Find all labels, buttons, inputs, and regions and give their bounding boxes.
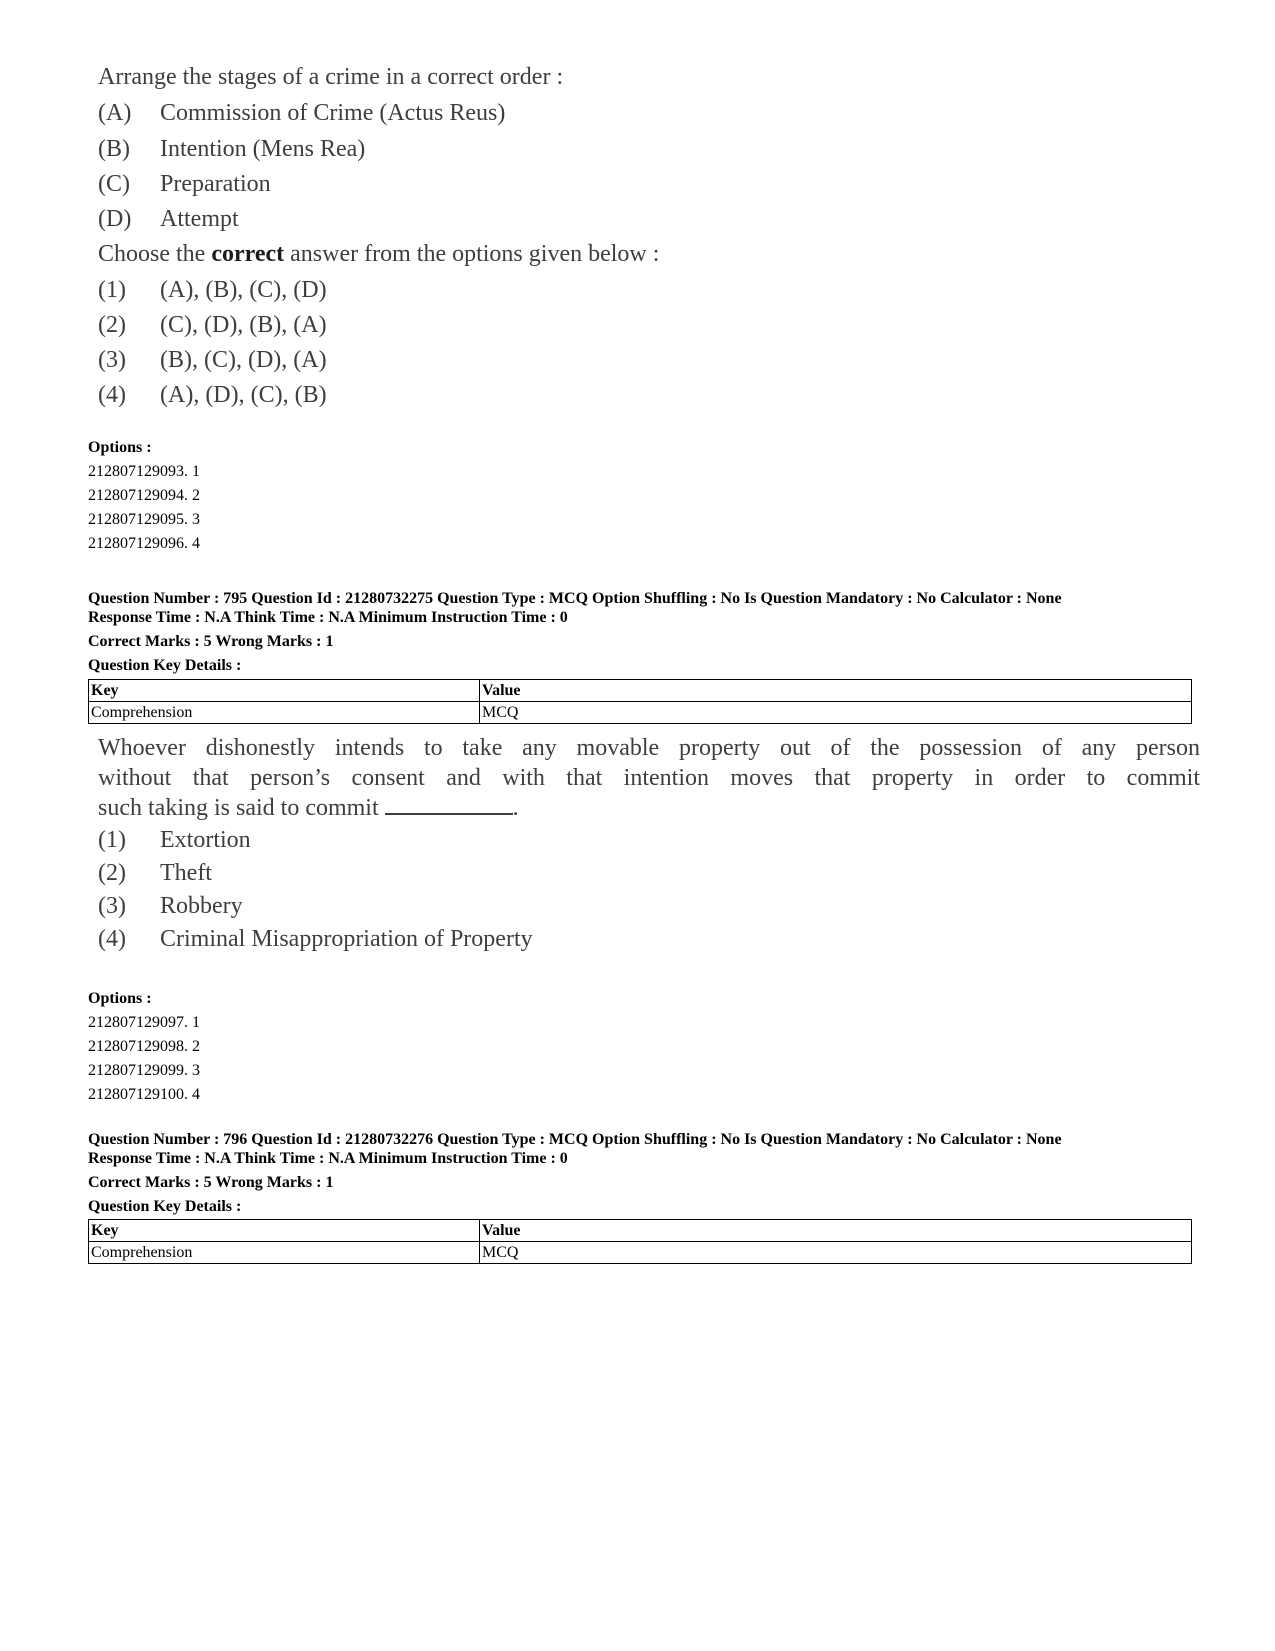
value-cell: MCQ — [480, 1242, 1192, 1264]
item-text: Intention (Mens Rea) — [160, 136, 366, 162]
choose-pre: Choose the — [98, 241, 212, 267]
option-id: 212807129097. 1 — [88, 1014, 200, 1031]
question-header-line2: Response Time : N.A Think Time : N.A Minimum Instruction Time : 0 — [88, 609, 568, 626]
answer-label: (2) — [98, 312, 126, 338]
q794-options-block — [88, 436, 200, 556]
q796-header — [88, 1130, 1062, 1216]
answer-text: Robbery — [160, 893, 243, 919]
value-header: Value — [480, 1220, 1192, 1242]
q794-stem: Arrange the stages of a crime in a correct order : — [98, 64, 564, 90]
option-id: 212807129095. 3 — [88, 511, 200, 528]
options-heading: Options : — [88, 439, 152, 456]
value-header: Value — [480, 680, 1192, 702]
marks-line: Correct Marks : 5 Wrong Marks : 1 — [88, 1174, 334, 1191]
q795-answer — [90, 893, 790, 923]
question-header-line1: Question Number : 796 Question Id : 21280732276 Question Type : MCQ Option Shuffling : No Is Question Mandatory : No Calculator : None — [88, 1131, 1062, 1148]
q795-answer — [90, 827, 790, 857]
option-id: 212807129096. 4 — [88, 535, 200, 552]
question-header-line2: Response Time : N.A Think Time : N.A Minimum Instruction Time : 0 — [88, 1150, 568, 1167]
option-id: 212807129098. 2 — [88, 1038, 200, 1055]
option-id: 212807129099. 3 — [88, 1062, 200, 1079]
key-cell: Comprehension — [89, 1242, 480, 1264]
marks-line: Correct Marks : 5 Wrong Marks : 1 — [88, 633, 334, 650]
q794-answer — [90, 382, 790, 412]
q794-item — [90, 171, 790, 201]
q794-item — [90, 136, 790, 166]
q795-answer — [90, 926, 790, 956]
q795-key-table — [88, 679, 1192, 724]
key-details-heading: Question Key Details : — [88, 657, 242, 674]
item-text: Preparation — [160, 171, 271, 197]
key-cell: Comprehension — [89, 702, 480, 724]
q795-stem-line2: without that person’s consent and with that intention moves that property in order to commit — [98, 765, 1200, 791]
choose-bold: correct — [211, 241, 285, 267]
table-header-row — [89, 1220, 1192, 1242]
key-header: Key — [89, 1220, 480, 1242]
q796-key-table — [88, 1219, 1192, 1264]
q794-choose-instruction — [98, 241, 659, 268]
option-id: 212807129094. 2 — [88, 487, 200, 504]
q795-stem-line1: Whoever dishonestly intends to take any movable property out of the possession of any person — [98, 735, 1200, 761]
q794-answer — [90, 277, 790, 307]
item-label: (C) — [98, 171, 130, 197]
item-text: Attempt — [160, 206, 239, 232]
table-row — [89, 702, 1192, 724]
q794-answer — [90, 312, 790, 342]
item-label: (B) — [98, 136, 130, 162]
question-header-line1: Question Number : 795 Question Id : 21280732275 Question Type : MCQ Option Shuffling : No Is Question Mandatory : No Calculator : None — [88, 590, 1062, 607]
q794-answer — [90, 347, 790, 377]
q795-answer — [90, 860, 790, 890]
answer-label: (2) — [98, 860, 126, 886]
item-label: (D) — [98, 206, 132, 232]
q794-item — [90, 100, 790, 130]
answer-text: (A), (B), (C), (D) — [160, 277, 327, 303]
answer-label: (3) — [98, 347, 126, 373]
table-header-row — [89, 680, 1192, 702]
answer-blank — [385, 795, 513, 815]
answer-text: Theft — [160, 860, 212, 886]
item-label: (A) — [98, 100, 132, 126]
item-text: Commission of Crime (Actus Reus) — [160, 100, 506, 126]
q795-header — [88, 589, 1062, 675]
stem-line3-text: such taking is said to commit — [98, 795, 379, 821]
q795-stem-line3 — [98, 795, 519, 822]
answer-label: (3) — [98, 893, 126, 919]
options-heading: Options : — [88, 990, 152, 1007]
answer-text: Extortion — [160, 827, 251, 853]
option-id: 212807129100. 4 — [88, 1086, 200, 1103]
table-row — [89, 1242, 1192, 1264]
answer-text: (B), (C), (D), (A) — [160, 347, 327, 373]
answer-text: Criminal Misappropriation of Property — [160, 926, 533, 952]
choose-post: answer from the options given below : — [284, 241, 660, 267]
key-details-heading: Question Key Details : — [88, 1198, 242, 1215]
q795-options-block — [88, 987, 200, 1107]
answer-text: (A), (D), (C), (B) — [160, 382, 327, 408]
key-header: Key — [89, 680, 480, 702]
answer-label: (4) — [98, 926, 126, 952]
answer-label: (1) — [98, 277, 126, 303]
option-id: 212807129093. 1 — [88, 463, 200, 480]
answer-text: (C), (D), (B), (A) — [160, 312, 327, 338]
value-cell: MCQ — [480, 702, 1192, 724]
stem-end: . — [512, 795, 519, 821]
answer-label: (1) — [98, 827, 126, 853]
answer-label: (4) — [98, 382, 126, 408]
q794-item — [90, 206, 790, 236]
